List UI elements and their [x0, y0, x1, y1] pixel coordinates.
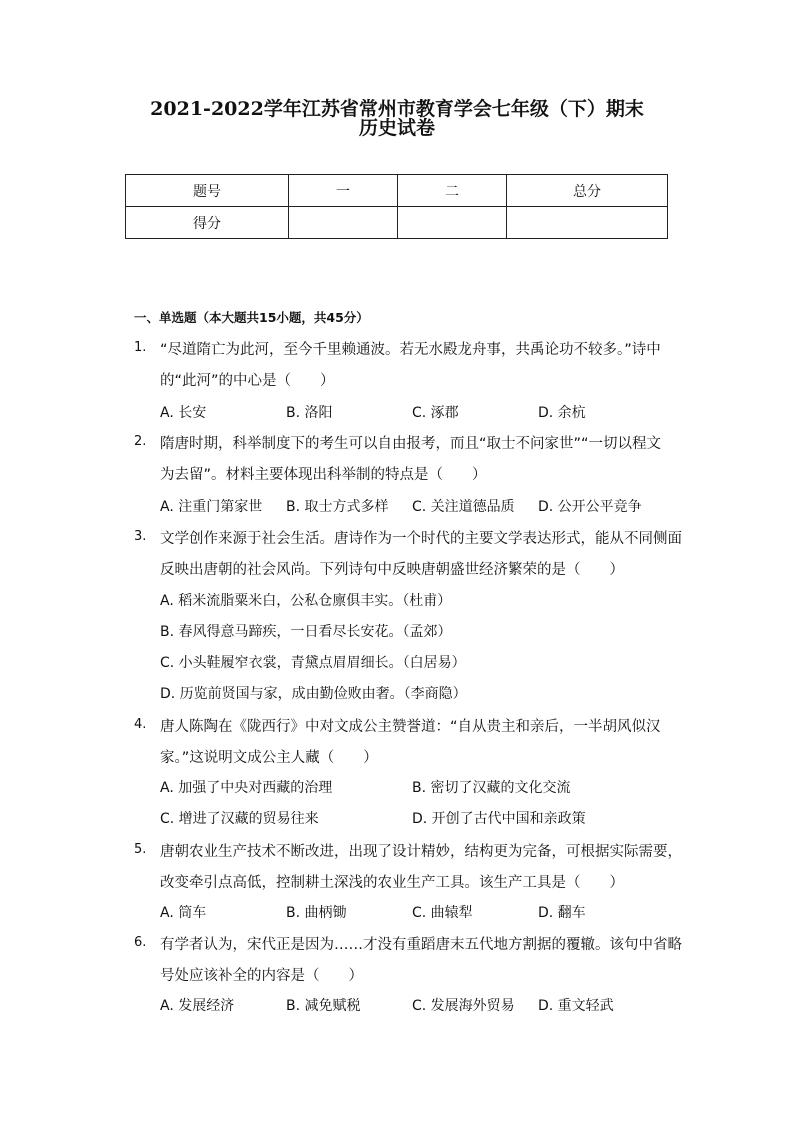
question-number: 4.	[134, 717, 147, 732]
score-table	[125, 174, 668, 239]
score-cell	[398, 207, 507, 239]
question-text: 隋唐时期，科举制度下的考生可以自由报考，而且“取士不问家世”“一切以程文	[160, 436, 662, 452]
question-text: “尽道隋亡为此河，至今千里赖通波。若无水殿龙舟事，共禹论功不较多。”诗中	[160, 342, 661, 358]
answer-option: B. 减免赋税	[286, 998, 361, 1014]
exam-title-line1: 2021-2022学年江苏省常州市教育学会七年级（下）期末	[150, 98, 644, 120]
question-number: 2.	[134, 434, 147, 449]
question-text: 为去留”。材料主要体现出科举制的特点是（ ）	[160, 467, 487, 483]
question-number: 6.	[134, 935, 147, 950]
question-text: 唐朝农业生产技术不断改进，出现了设计精妙，结构更为完备，可根据实际需要，	[160, 844, 682, 860]
answer-option: D. 余杭	[538, 405, 586, 421]
exam-title-line2: 历史试卷	[358, 117, 435, 139]
score-cell: 得分	[126, 207, 289, 239]
answer-option: A. 稻米流脂粟米白，公私仓廪俱丰实。（杜甫）	[160, 593, 452, 609]
question-number: 3.	[134, 529, 147, 544]
answer-option: B. 密切了汉藏的文化交流	[412, 780, 571, 796]
answer-option: D. 公开公平竞争	[538, 499, 642, 515]
answer-option: A. 注重门第家世	[160, 499, 263, 515]
answer-option: C. 小头鞋履窄衣裳，青黛点眉眉细长。（白居易）	[160, 655, 466, 671]
answer-option: A. 筒车	[160, 905, 207, 921]
answer-option: B. 取士方式多样	[286, 499, 389, 515]
question-text: 文学创作来源于社会生活。唐诗作为一个时代的主要文学表达形式，能从不同侧面	[160, 531, 682, 547]
section-heading: 一、单选题（本大题共15小题，共45分）	[134, 310, 369, 325]
answer-option: C. 增进了汉藏的贸易往来	[160, 811, 319, 827]
answer-option: D. 翻车	[538, 905, 586, 921]
question-text: 的“此河”的中心是（ ）	[160, 373, 335, 389]
score-cell: 题号	[126, 175, 289, 207]
answer-option: C. 曲辕犁	[412, 905, 473, 921]
answer-option: B. 曲柄锄	[286, 905, 347, 921]
question-number: 5.	[134, 842, 147, 857]
score-cell: 二	[398, 175, 507, 207]
question-text: 有学者认为，宋代正是因为……才没有重蹈唐末五代地方割据的覆辙。该句中省略	[160, 937, 682, 953]
score-table-score-row	[126, 207, 668, 239]
answer-option: B. 春风得意马蹄疾，一日看尽长安花。（孟郊）	[160, 624, 452, 640]
question-text: 唐人陈陶在《陇西行》中对文成公主赞誉道：“自从贵主和亲后，一半胡风似汉	[160, 719, 661, 735]
question-text: 家。”这说明文成公主人藏（ ）	[160, 750, 378, 766]
answer-option: A. 加强了中央对西藏的治理	[160, 780, 333, 796]
answer-option: A. 长安	[160, 405, 207, 421]
score-table-header-row	[126, 175, 668, 207]
score-cell: 总分	[507, 175, 668, 207]
answer-option: C. 关注道德品质	[412, 499, 515, 515]
answer-option: B. 洛阳	[286, 405, 333, 421]
question-text: 号处应该补全的内容是（ ）	[160, 968, 363, 984]
question-text: 反映出唐朝的社会风尚。下列诗句中反映唐朝盛世经济繁荣的是（ ）	[160, 562, 624, 578]
answer-option: D. 开创了古代中国和亲政策	[412, 811, 586, 827]
score-cell	[289, 207, 398, 239]
answer-option: C. 发展海外贸易	[412, 998, 515, 1014]
score-cell	[507, 207, 668, 239]
score-cell: 一	[289, 175, 398, 207]
question-text: 改变牵引点高低，控制耕土深浅的农业生产工具。该生产工具是（ ）	[160, 875, 624, 891]
answer-option: D. 历览前贤国与家，成由勤俭败由奢。（李商隐）	[160, 686, 467, 702]
answer-option: C. 涿郡	[412, 405, 459, 421]
answer-option: A. 发展经济	[160, 998, 235, 1014]
question-number: 1.	[134, 340, 147, 355]
answer-option: D. 重文轻武	[538, 998, 614, 1014]
